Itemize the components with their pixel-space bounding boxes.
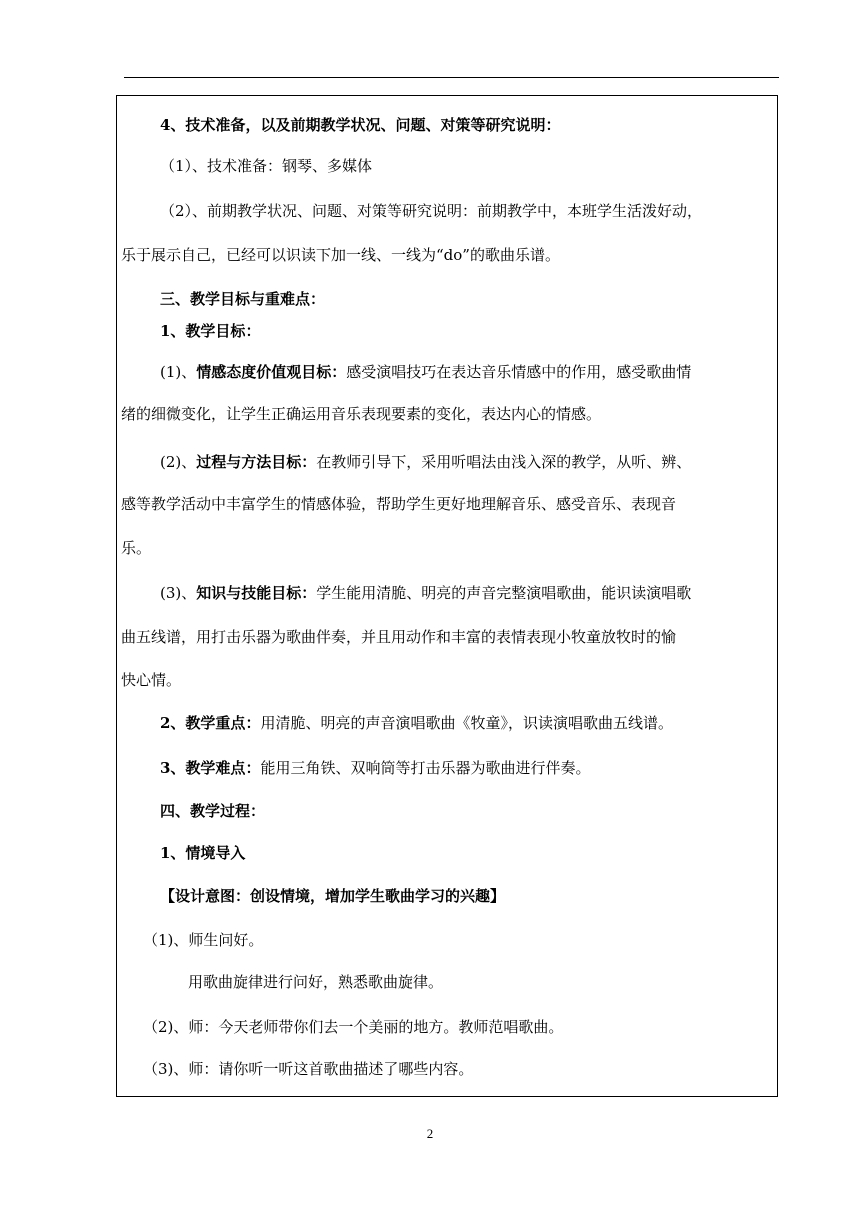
difficulty-point: [160, 758, 590, 778]
goal-2-line-2: 感等教学活动中丰富学生的情感体验，帮助学生更好地理解音乐、感受音乐、表现音: [121, 495, 677, 513]
key-point: [160, 713, 673, 733]
goal-3-line-2: 曲五线谱，用打击乐器为歌曲伴奏，并且用动作和丰富的表情表现小牧童放牧时的愉: [121, 628, 677, 646]
difficulty-text: 能用三角铁、双响筒等打击乐器为歌曲进行伴奏。: [260, 759, 591, 777]
key-point-label: 2、教学重点：: [160, 714, 261, 732]
process-item-1-detail: 用歌曲旋律进行问好，熟悉歌曲旋律。: [188, 973, 444, 991]
goal-1-label: 情感态度价值观目标：: [196, 363, 347, 381]
goal-3-text: 学生能用清脆、明亮的声音完整演唱歌曲，能识读演唱歌: [316, 584, 692, 602]
goals-title: 1、教学目标：: [160, 322, 261, 340]
process-item-3: （3)、师：请你听一听这首歌曲描述了哪些内容。: [143, 1060, 474, 1078]
goal-1-prefix: (1)、: [160, 363, 197, 381]
goal-3-line-1: [160, 583, 691, 603]
process-item-2: （2)、师：今天老师带你们去一个美丽的地方。教师范唱歌曲。: [143, 1018, 564, 1036]
process-item-1: （1)、师生问好。: [143, 931, 264, 949]
prior-teaching-line-1: （2）、前期教学状况、问题、对策等研究说明：前期教学中，本班学生活泼好动，: [160, 202, 703, 220]
difficulty-label: 3、教学难点：: [160, 759, 261, 777]
step-1-title: 1、情境导入: [160, 844, 246, 862]
section-4-title: 4、技术准备，以及前期教学状况、问题、对策等研究说明：: [160, 116, 561, 134]
section-3-title: 三、教学目标与重难点：: [160, 290, 326, 308]
goal-3-line-3: 快心情。: [121, 671, 182, 689]
goal-3-prefix: (3)、: [160, 584, 197, 602]
goal-2-line-3: 乐。: [121, 539, 152, 557]
goal-1-line-1: [160, 362, 691, 382]
tech-prep-item: （1）、技术准备：钢琴、多媒体: [160, 157, 373, 175]
design-intent: 【设计意图：创设情境，增加学生歌曲学习的兴趣】: [160, 887, 506, 905]
goal-2-line-1: [160, 452, 691, 472]
goal-2-label: 过程与方法目标：: [196, 453, 317, 471]
header-rule: [124, 77, 779, 78]
process-title: 四、教学过程：: [160, 802, 266, 820]
prior-teaching-line-2: 乐于展示自己，已经可以识读下加一线、一线为“do”的歌曲乐谱。: [121, 246, 560, 264]
goal-1-text: 感受演唱技巧在表达音乐情感中的作用，感受歌曲情: [346, 363, 692, 381]
goal-1-line-2: 绪的细微变化，让学生正确运用音乐表现要素的变化，表达内心的情感。: [121, 405, 602, 423]
goal-2-text: 在教师引导下，采用听唱法由浅入深的教学，从听、辨、: [316, 453, 692, 471]
goal-2-prefix: (2)、: [160, 453, 197, 471]
goal-3-label: 知识与技能目标：: [196, 584, 317, 602]
page-number: 2: [426, 1126, 434, 1141]
key-point-text: 用清脆、明亮的声音演唱歌曲《牧童》，识读演唱歌曲五线谱。: [260, 714, 673, 732]
